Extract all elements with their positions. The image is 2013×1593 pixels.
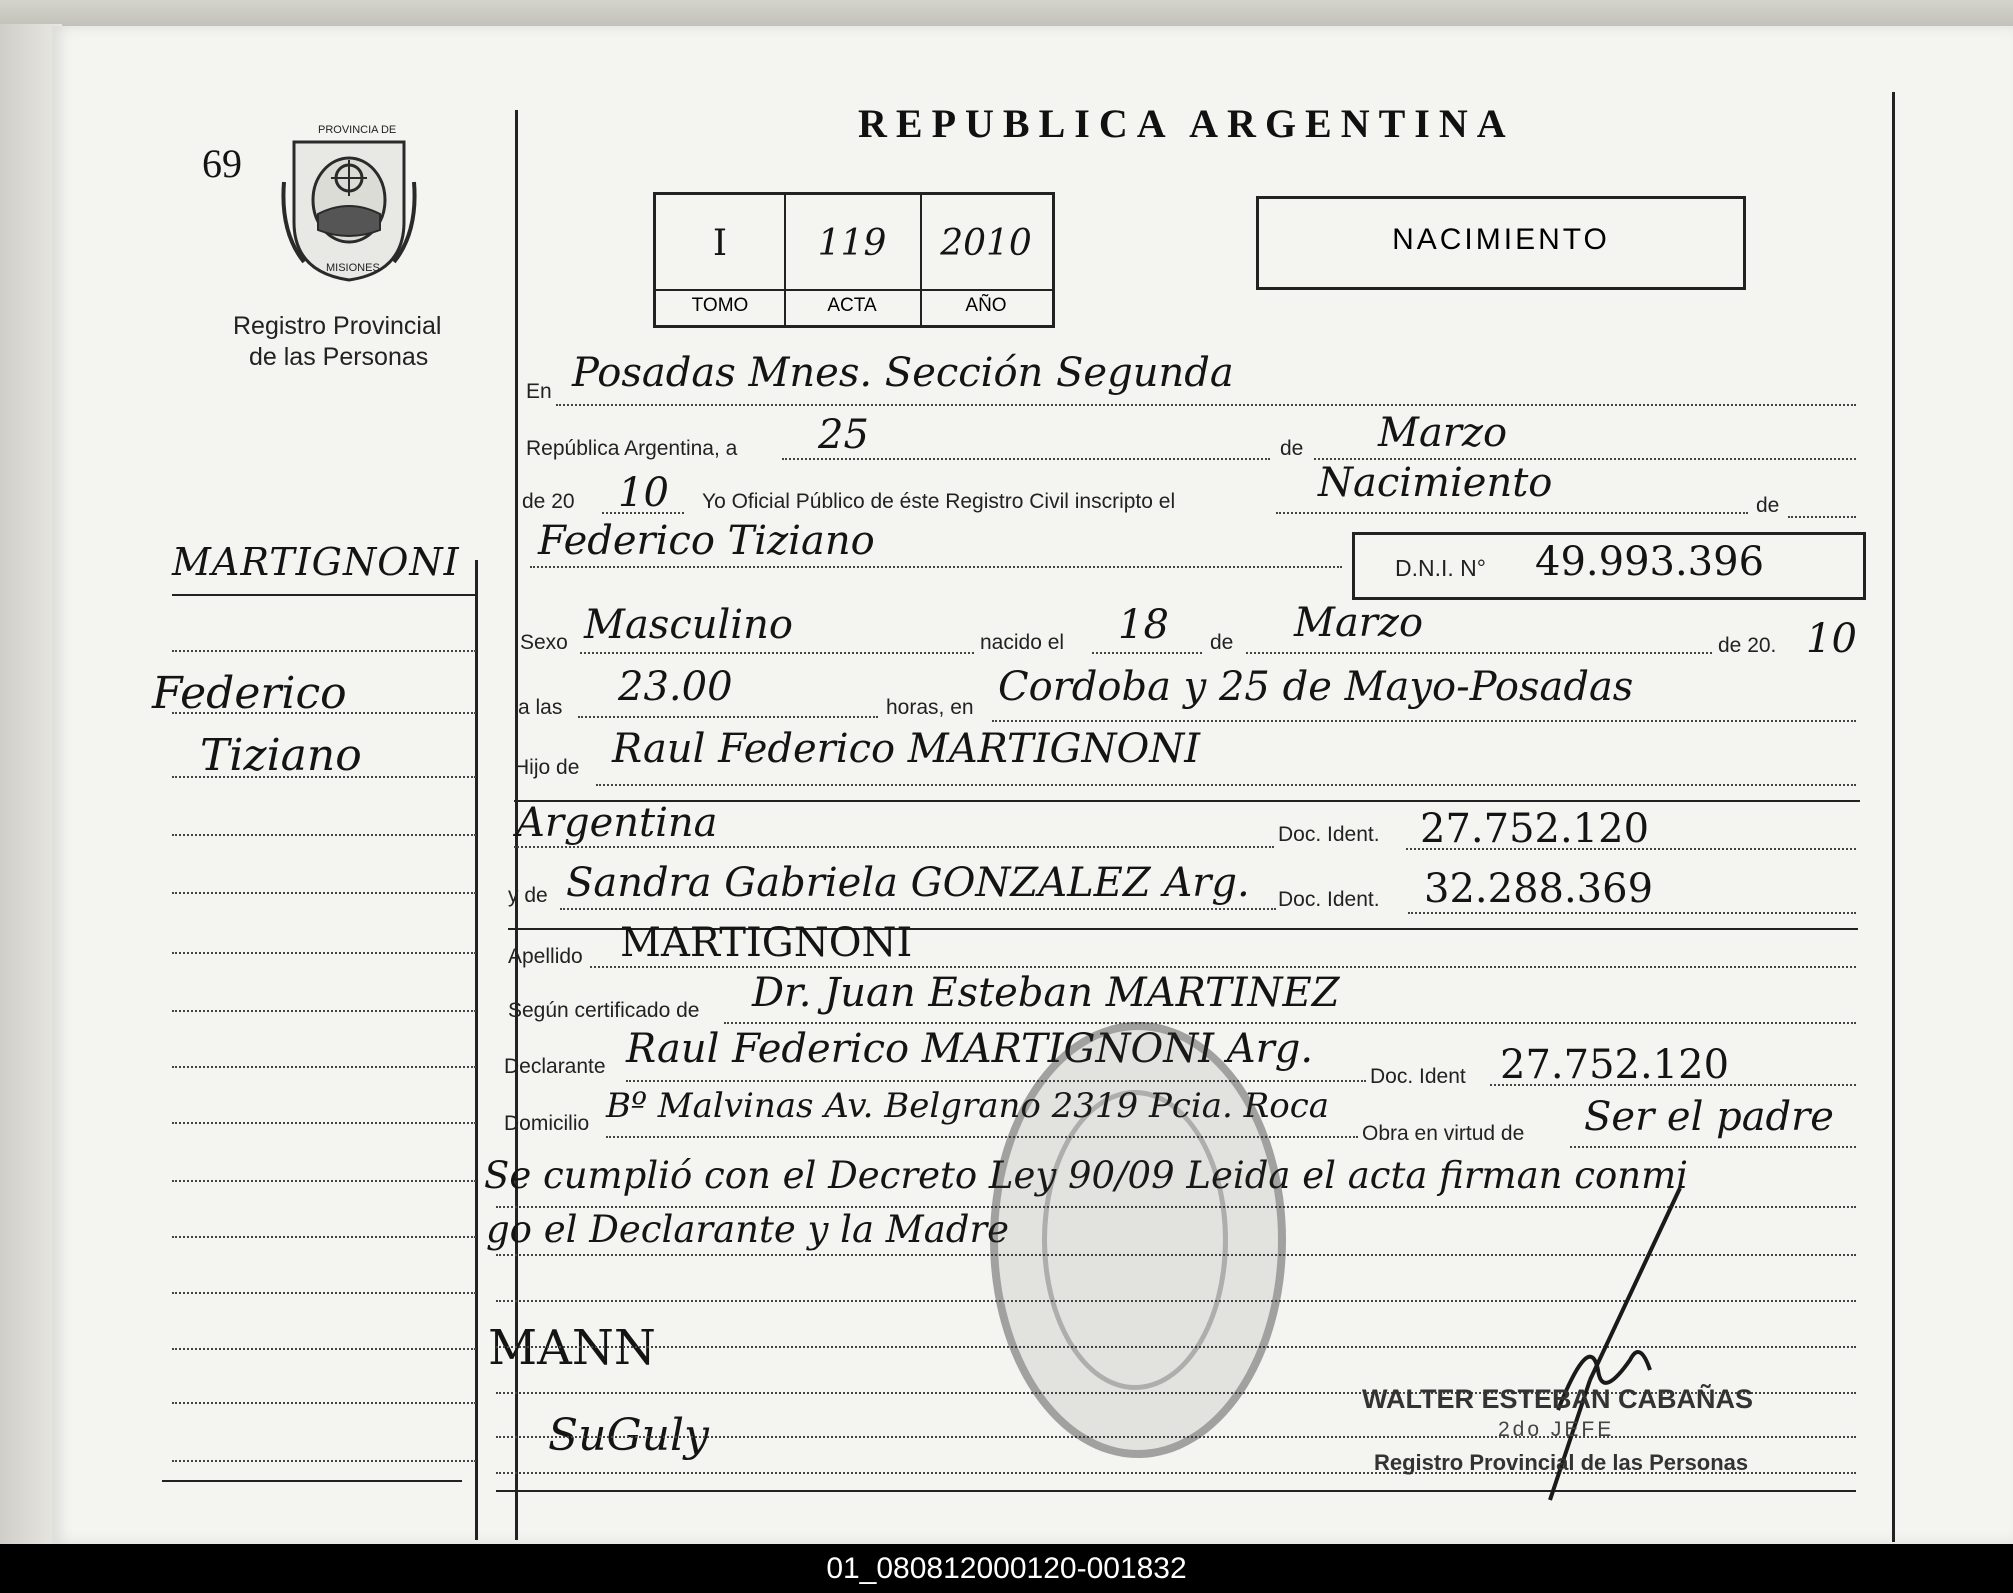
label-dni: D.N.I. N° [1395, 555, 1486, 581]
margin-line [172, 1292, 476, 1294]
country-title: REPUBLICA ARGENTINA [858, 101, 1515, 146]
label-doc1: Doc. Ident. [1278, 823, 1380, 846]
line-nombre [530, 566, 1342, 568]
value-obra: Ser el padre [1584, 1094, 1834, 1140]
registry-name-line2: de las Personas [249, 343, 429, 371]
line-dia [782, 458, 1270, 460]
margin-line-bottom [162, 1480, 462, 1482]
margin-rule-surname [172, 594, 476, 596]
tomo-label: TOMO [691, 295, 749, 316]
seal-emblem-icon [276, 122, 422, 282]
margin-line [172, 834, 476, 836]
value-dia-nac: 18 [1118, 602, 1169, 648]
acta-value: 119 [817, 223, 887, 264]
value-anio-sufijo: 10 [618, 470, 669, 516]
label-oficial: Yo Oficial Público de éste Registro Civil inscripto el [702, 490, 1176, 513]
margin-line [172, 1066, 476, 1068]
margin-signature-1: MANN [488, 1320, 656, 1376]
line-apellido [590, 966, 1856, 968]
label-de-end: de [1756, 494, 1780, 517]
seal-text-bottom: MISIONES [326, 262, 380, 274]
margin-line [172, 1236, 476, 1238]
margin-line [172, 1460, 476, 1462]
label-hijo: Hijo de [514, 756, 580, 779]
value-inscripto: Nacimiento [1318, 460, 1553, 506]
official-round-stamp-inner [1042, 1090, 1228, 1390]
page-border-right [1892, 92, 1895, 1542]
label-obra: Obra en virtud de [1362, 1122, 1525, 1145]
line-anio-sufijo [602, 512, 684, 514]
label-yde: y de [508, 884, 548, 907]
margin-line [172, 776, 476, 778]
margin-line [172, 1122, 476, 1124]
label-doc2: Doc. Ident. [1278, 888, 1380, 911]
value-medico: Dr. Juan Esteban MARTINEZ [752, 970, 1340, 1016]
value-observaciones-1: Se cumplió con el Decreto Ley 90/09 Leida el acta firman conmi [484, 1154, 1689, 1197]
line-hora [578, 716, 878, 718]
dni-box [1352, 532, 1866, 600]
line-inscripto [1276, 512, 1748, 514]
label-apellido: Apellido [508, 945, 583, 968]
official-org: Registro Provincial de las Personas [1374, 1450, 1749, 1475]
line-lugar [556, 404, 1856, 406]
file-id-footer: 01_080812000120-001832 [0, 1544, 2013, 1593]
value-lugar: Posadas Mnes. Sección Segunda [572, 350, 1234, 396]
line-padre-nac [514, 846, 1274, 848]
page-number: 69 [202, 141, 242, 186]
line-madre-doc [1408, 912, 1856, 914]
margin-border-inner [475, 560, 478, 1540]
value-padre-nac: Argentina [516, 800, 718, 846]
margin-line [172, 1402, 476, 1404]
seal-text-top: PROVINCIA DE [318, 124, 397, 136]
line-madre [560, 908, 1276, 910]
line-obra [1570, 1146, 1856, 1148]
act-type: NACIMIENTO [1392, 223, 1610, 256]
line-medico [724, 1022, 1856, 1024]
value-declarante-doc: 27.752.120 [1500, 1042, 1730, 1088]
value-nombre: Federico Tiziano [538, 518, 875, 564]
line-dia-nac [1092, 652, 1202, 654]
margin-given-name-1: Federico [152, 668, 347, 719]
label-declarante: Declarante [504, 1055, 606, 1078]
tomo-value: I [712, 223, 728, 264]
value-mes-nac: Marzo [1294, 600, 1424, 646]
anio-value: 2010 [940, 223, 1032, 264]
line-declarante [626, 1080, 1366, 1082]
margin-line [172, 892, 476, 894]
value-sexo: Masculino [584, 602, 793, 648]
label-domicilio: Domicilio [504, 1112, 590, 1135]
value-padre-doc: 27.752.120 [1420, 806, 1650, 852]
value-madre-doc: 32.288.369 [1424, 866, 1654, 912]
value-madre: Sandra Gabriela GONZALEZ Arg. [566, 860, 1250, 906]
value-anio-nac: 10 [1806, 616, 1857, 662]
label-segun: Según certificado de [508, 999, 700, 1022]
margin-given-name-2: Tiziano [200, 730, 362, 781]
value-observaciones-2: go el Declarante y la Madre [486, 1208, 1010, 1251]
value-padre: Raul Federico MARTIGNONI [612, 726, 1201, 772]
margin-signature-2: SuGuly [548, 1410, 709, 1461]
line-sexo [580, 652, 974, 654]
line-padre [596, 784, 1856, 786]
label-doc3: Doc. Ident [1370, 1065, 1466, 1088]
acta-label: ACTA [827, 295, 877, 316]
value-apellido: MARTIGNONI [620, 920, 913, 966]
margin-line [172, 650, 476, 652]
province-seal [276, 122, 422, 282]
value-mes: Marzo [1378, 410, 1508, 456]
label-de20: de 20 [522, 490, 575, 513]
official-name: WALTER ESTEBAN CABAÑAS [1362, 1384, 1753, 1414]
value-hora: 23.00 [618, 664, 733, 710]
value-lugar-nac: Cordoba y 25 de Mayo-Posadas [998, 664, 1634, 710]
label-nacido: nacido el [980, 631, 1065, 654]
label-sexo: Sexo [520, 631, 568, 654]
label-en: En [526, 380, 552, 403]
value-domicilio: Bº Malvinas Av. Belgrano 2319 Pcia. Roca [606, 1086, 1330, 1126]
margin-line [172, 712, 476, 714]
record-reference-table [653, 192, 1055, 328]
margin-line [172, 1348, 476, 1350]
margin-line [172, 1180, 476, 1182]
value-declarante: Raul Federico MARTIGNONI Arg. [626, 1026, 1314, 1072]
anio-label: AÑO [965, 295, 1007, 316]
official-title: 2do JEFE [1498, 1418, 1615, 1441]
label-de: de [1280, 437, 1304, 460]
line-lugar-nac [992, 720, 1856, 722]
label-de-mid: de [1210, 631, 1234, 654]
line-mes-nac [1246, 652, 1712, 654]
value-dni: 49.993.396 [1535, 539, 1765, 585]
label-horas: horas, en [886, 696, 974, 719]
line-padre-doc [1406, 848, 1856, 850]
margin-surname: MARTIGNONI [172, 540, 460, 584]
registry-name-line1: Registro Provincial [233, 312, 442, 340]
line-declarante-doc [1490, 1084, 1856, 1086]
label-de20b: de 20. [1718, 634, 1777, 657]
label-alas: a las [518, 696, 563, 719]
margin-line [172, 952, 476, 954]
margin-line [172, 1010, 476, 1012]
label-republica: República Argentina, a [526, 437, 738, 460]
act-type-box [1256, 196, 1746, 290]
value-dia: 25 [818, 412, 869, 458]
line-de-end [1788, 516, 1856, 518]
